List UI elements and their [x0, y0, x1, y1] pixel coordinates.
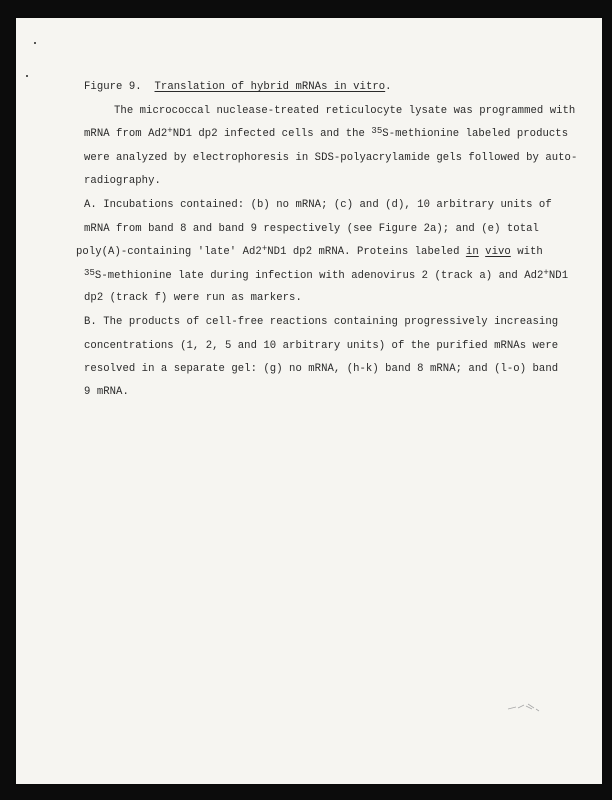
paper-speck — [26, 75, 28, 77]
intro-line-1: The micrococcal nuclease-treated reticulocyte lysate was programmed with — [114, 105, 576, 117]
intro-line-4: radiography. — [84, 175, 161, 187]
section-a-line-3: poly(A)-containing 'late' Ad2+ND1 dp2 mRNA. Proteins labeled in vivo with — [76, 244, 543, 258]
intro-line-2: mRNA from Ad2+ND1 dp2 infected cells and the $^{35}$S-methionine labeled products — [84, 126, 569, 140]
section-a-line-2: mRNA from band 8 and band 9 respectively (see Figure 2a); and (e) total — [84, 223, 539, 235]
in-vivo-underlined: in — [465, 246, 479, 258]
figure-number: Figure 9. — [84, 81, 142, 93]
section-a-line-5: dp2 (track f) were run as markers. — [84, 292, 302, 304]
document-page — [16, 18, 602, 784]
section-a-line-4: $^{35}$S-methionine late during infection with adenovirus 2 (track a) and Ad2+ND1 — [84, 268, 569, 282]
pencil-mark-icon — [506, 700, 542, 714]
section-b-line-1: B. The products of cell-free reactions containing progressively increasing — [84, 316, 559, 328]
section-b-line-2: concentrations (1, 2, 5 and 10 arbitrary units) of the purified mRNAs were — [84, 340, 559, 352]
intro-line-3: were analyzed by electrophoresis in SDS-polyacrylamide gels followed by auto- — [84, 152, 578, 164]
figure-title: Translation of hybrid mRNAs in vitro — [154, 81, 386, 93]
section-a-line-1: A. Incubations contained: (b) no mRNA; (c) and (d), 10 arbitrary units of — [84, 199, 552, 211]
section-b-line-3: resolved in a separate gel: (g) no mRNA, (h-k) band 8 mRNA; and (l-o) band — [84, 363, 559, 375]
paper-speck — [34, 42, 36, 44]
section-b-line-4: 9 mRNA. — [84, 386, 129, 398]
figure-caption-title: Figure 9. Translation of hybrid mRNAs in vitro. — [84, 81, 392, 93]
